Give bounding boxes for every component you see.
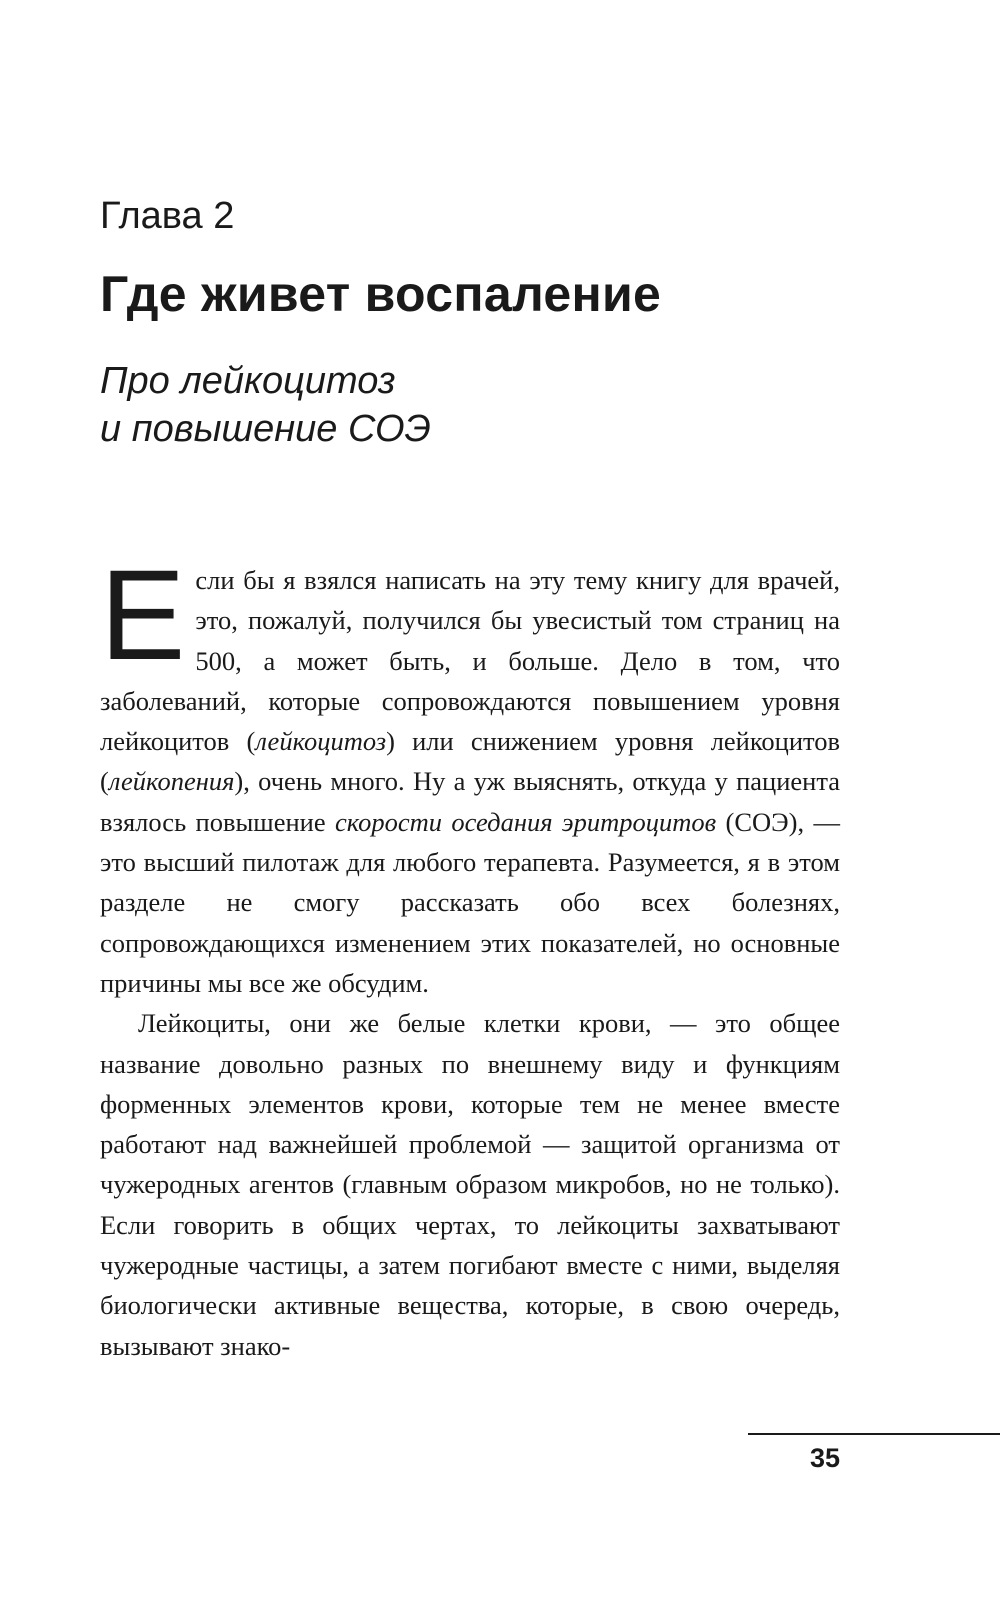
chapter-title: Где живет воспаление <box>100 266 662 322</box>
page-number: 35 <box>809 1443 840 1473</box>
chapter-label: Глава 2 <box>100 195 235 237</box>
chapter-subtitle <box>100 357 431 453</box>
term-leukocytosis: лейкоцитоз <box>255 726 387 757</box>
term-leukopenia: лейкопения <box>108 766 235 797</box>
subtitle-line-2: и повышение СОЭ <box>100 408 431 450</box>
paragraph-1-text-2: ) или снижением уровня лейкоцитов ( <box>100 726 840 797</box>
paragraph-1-text-4: (СОЭ), — это высший пилотаж для любого терапевта. Разумеется, я в этом разделе не смогу рассказать обо всех болезнях, сопровождающихся изменением этих показателей, но основные причины мы все же обсудим. <box>100 806 840 998</box>
paragraph-1-text-1: сли бы я взялся написать на эту тему книгу для врачей, это, пожалуй, получился бы увесистый том страниц на 500, а может быть, и больше. Дело в том, что заболеваний, которые сопровождаются повышением уровня лейкоцитов ( <box>100 565 840 757</box>
paragraph-1 <box>100 544 840 1003</box>
footer-rule <box>748 1433 1000 1435</box>
term-esr: скорости оседания эритроцитов <box>334 806 717 837</box>
body-text <box>100 544 840 1366</box>
drop-cap: Е <box>100 544 186 687</box>
paragraph-1-text-3: ), очень много. Ну а уж выяснять, откуда у пациента взялось повышение <box>100 766 840 837</box>
subtitle-line-1: Про лейкоцитоз <box>100 360 396 402</box>
paragraph-2: Лейкоциты, они же белые клетки крови, — это общее название довольно разных по внешнему виду и функциям форменных элементов крови, которые тем не менее вместе работают над важнейшей проблемой — защитой организма от чужеродных агентов (главным образом микробов, но не только). Если говорить в общих чертах, то лейкоциты захватывают чужеродные частицы, а затем погибают вместе с ними, выделяя биологически активные вещества, которые, в свою очередь, вызывают знако- <box>100 1008 840 1361</box>
